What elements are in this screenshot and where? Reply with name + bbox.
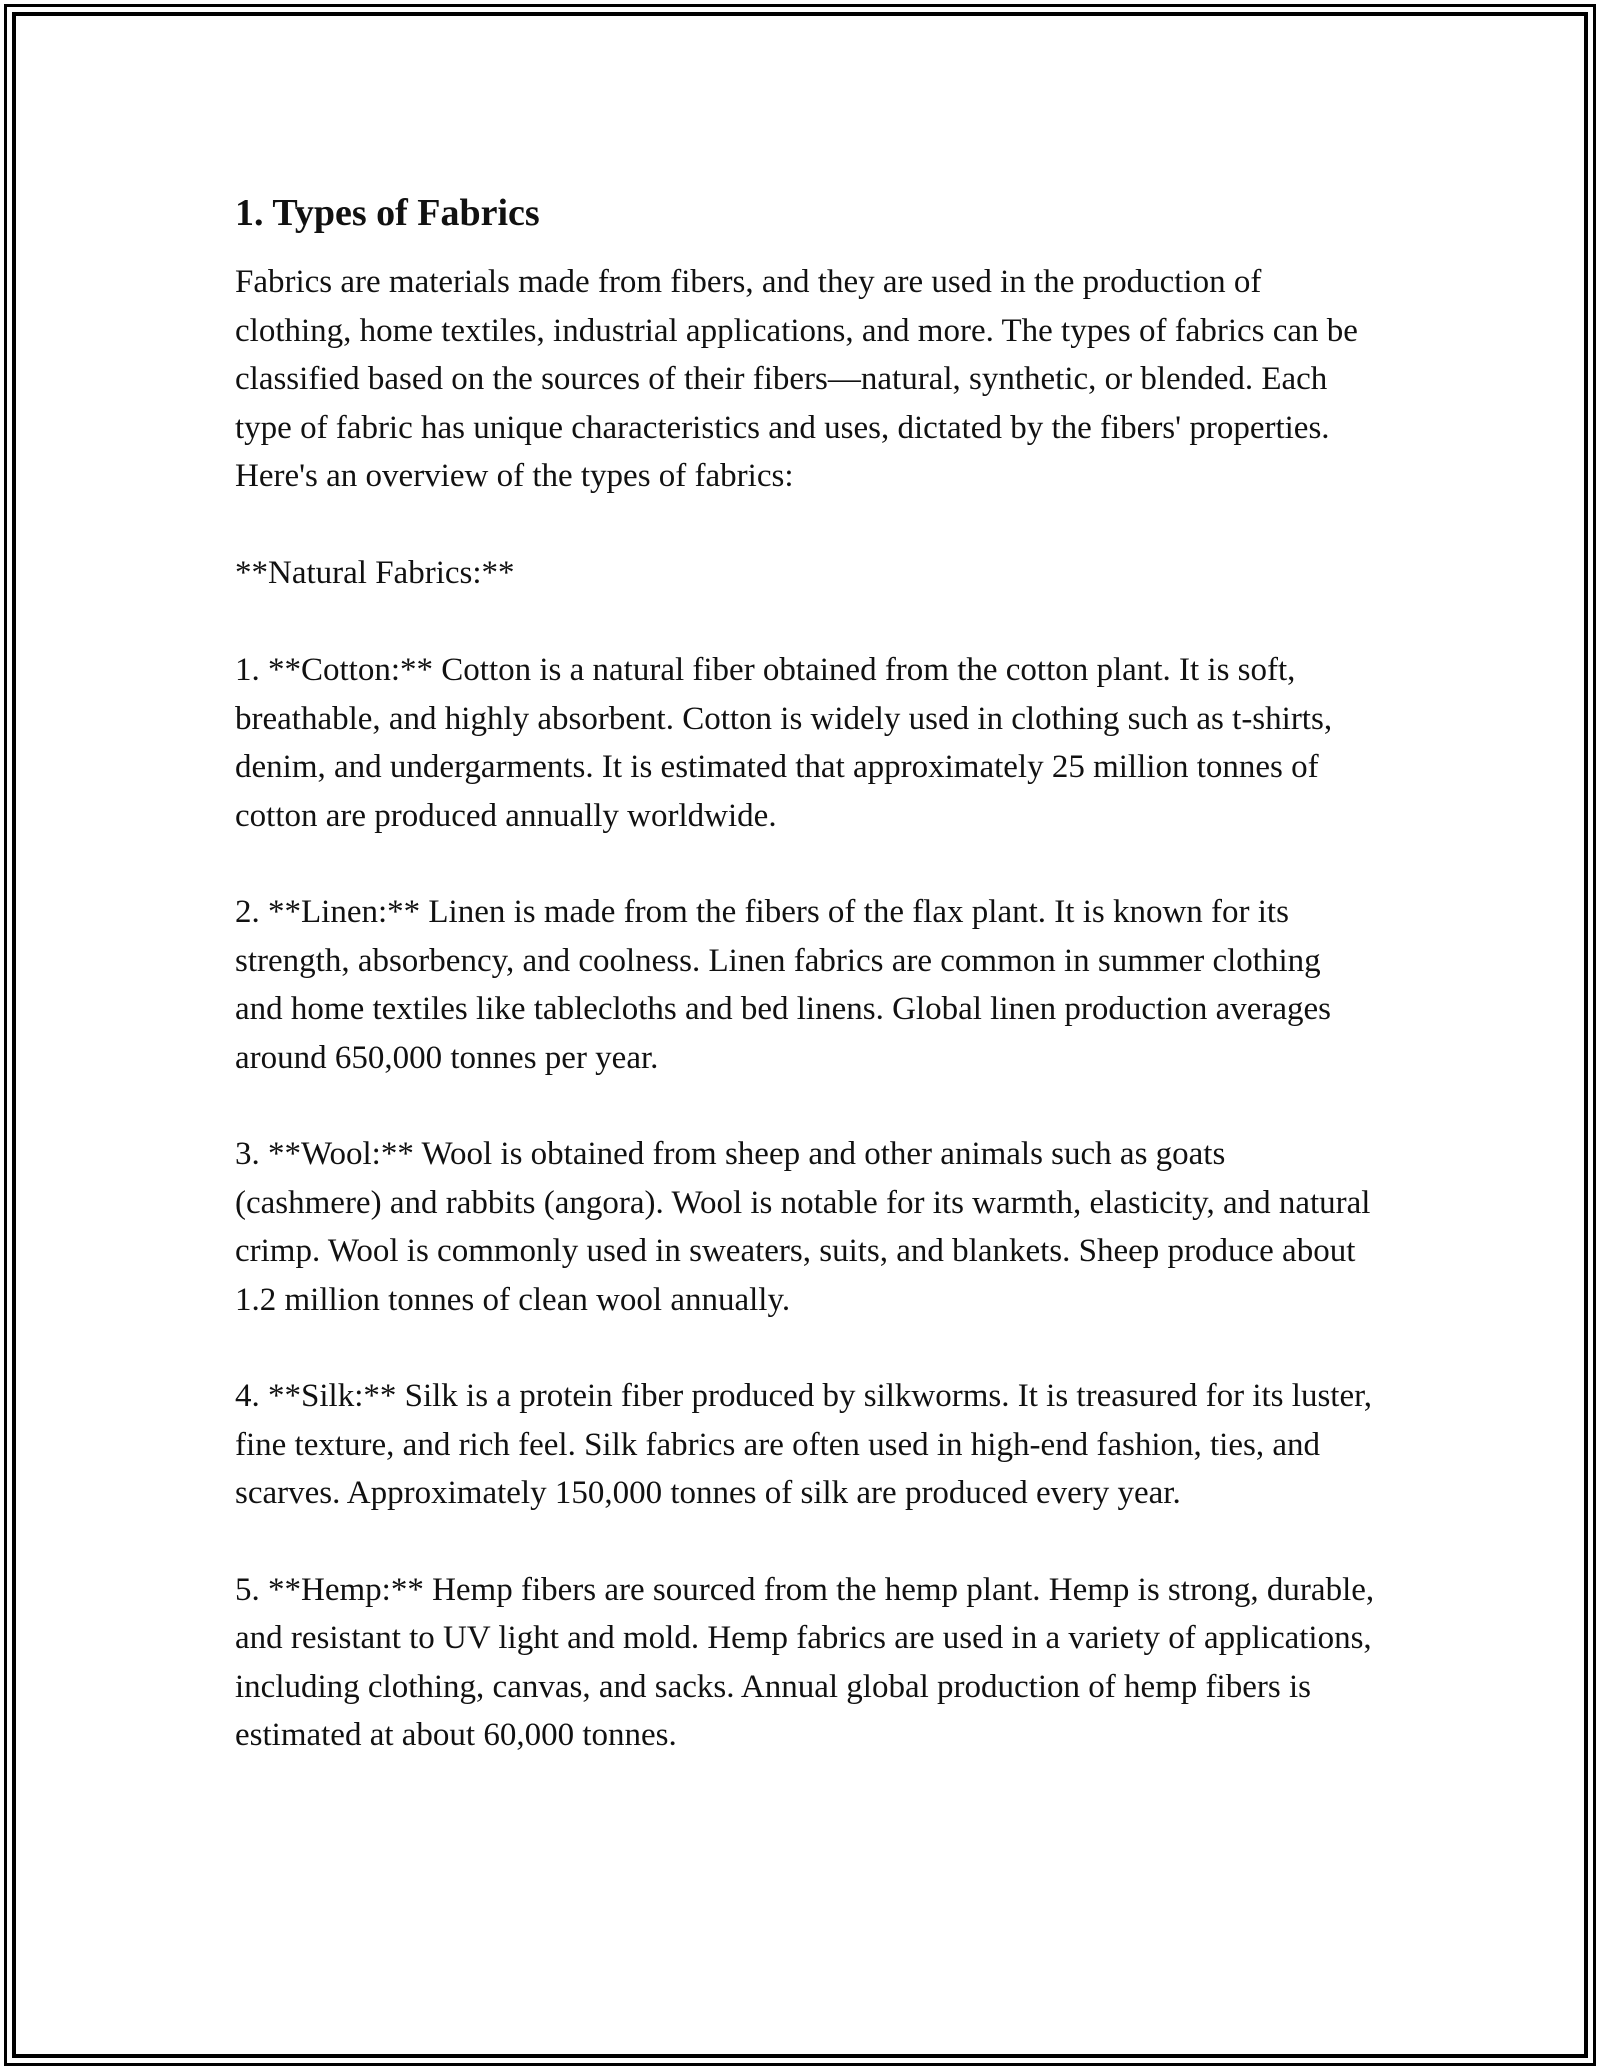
fabric-item-cotton: 1. **Cotton:** Cotton is a natural fiber obtained from the cotton plant. It is soft, breathable, and highly absorbent. Cotton is widely used in clothing such as t-shirts, denim, and undergarments. It is estimated that approximately 25 million tonnes of cotton are produced annually worldwide. [235, 652, 1333, 834]
section-heading: 1. Types of Fabrics [235, 192, 540, 234]
fabric-item-silk: 4. **Silk:** Silk is a protein fiber produced by silkworms. It is treasured for its luster, fine texture, and rich feel. Silk fabrics are often used in high-end fashion, ties, and scarves. Approximately 150,000 tonnes of silk are produced every year. [235, 1378, 1373, 1511]
fabric-item-wool: 3. **Wool:** Wool is obtained from sheep and other animals such as goats (cashmere) and rabbits (angora). Wool is notable for its warmth, elasticity, and natural crimp. Wool is commonly used in sweaters, suits, and blankets. Sheep produce about 1.2 million tonnes of clean wool annually. [235, 1136, 1371, 1318]
document-body [235, 188, 1375, 1808]
fabric-item-hemp: 5. **Hemp:** Hemp fibers are sourced from the hemp plant. Hemp is strong, durable, and resistant to UV light and mold. Hemp fabrics are used in a variety of applications, including clothing, canvas, and sacks. Annual global production of hemp fibers is estimated at about 60,000 tonnes. [235, 1571, 1375, 1753]
fabric-item-linen: 2. **Linen:** Linen is made from the fibers of the flax plant. It is known for its strength, absorbency, and coolness. Linen fabrics are common in summer clothing and home textiles like tablecloths and bed linens. Global linen production averages around 650,000 tonnes per year. [235, 894, 1332, 1076]
natural-fabrics-subheading: **Natural Fabrics:** [235, 554, 515, 591]
intro-paragraph: Fabrics are materials made from fibers, and they are used in the production of clothing, home textiles, industrial applications, and more. The types of fabrics can be classified based on the sources of their fibers—natural, synthetic, or blended. Each type of fabric has unique characteristics and uses, dictated by the fibers' properties. Here's an overview of the types of fabrics: [235, 264, 1358, 494]
